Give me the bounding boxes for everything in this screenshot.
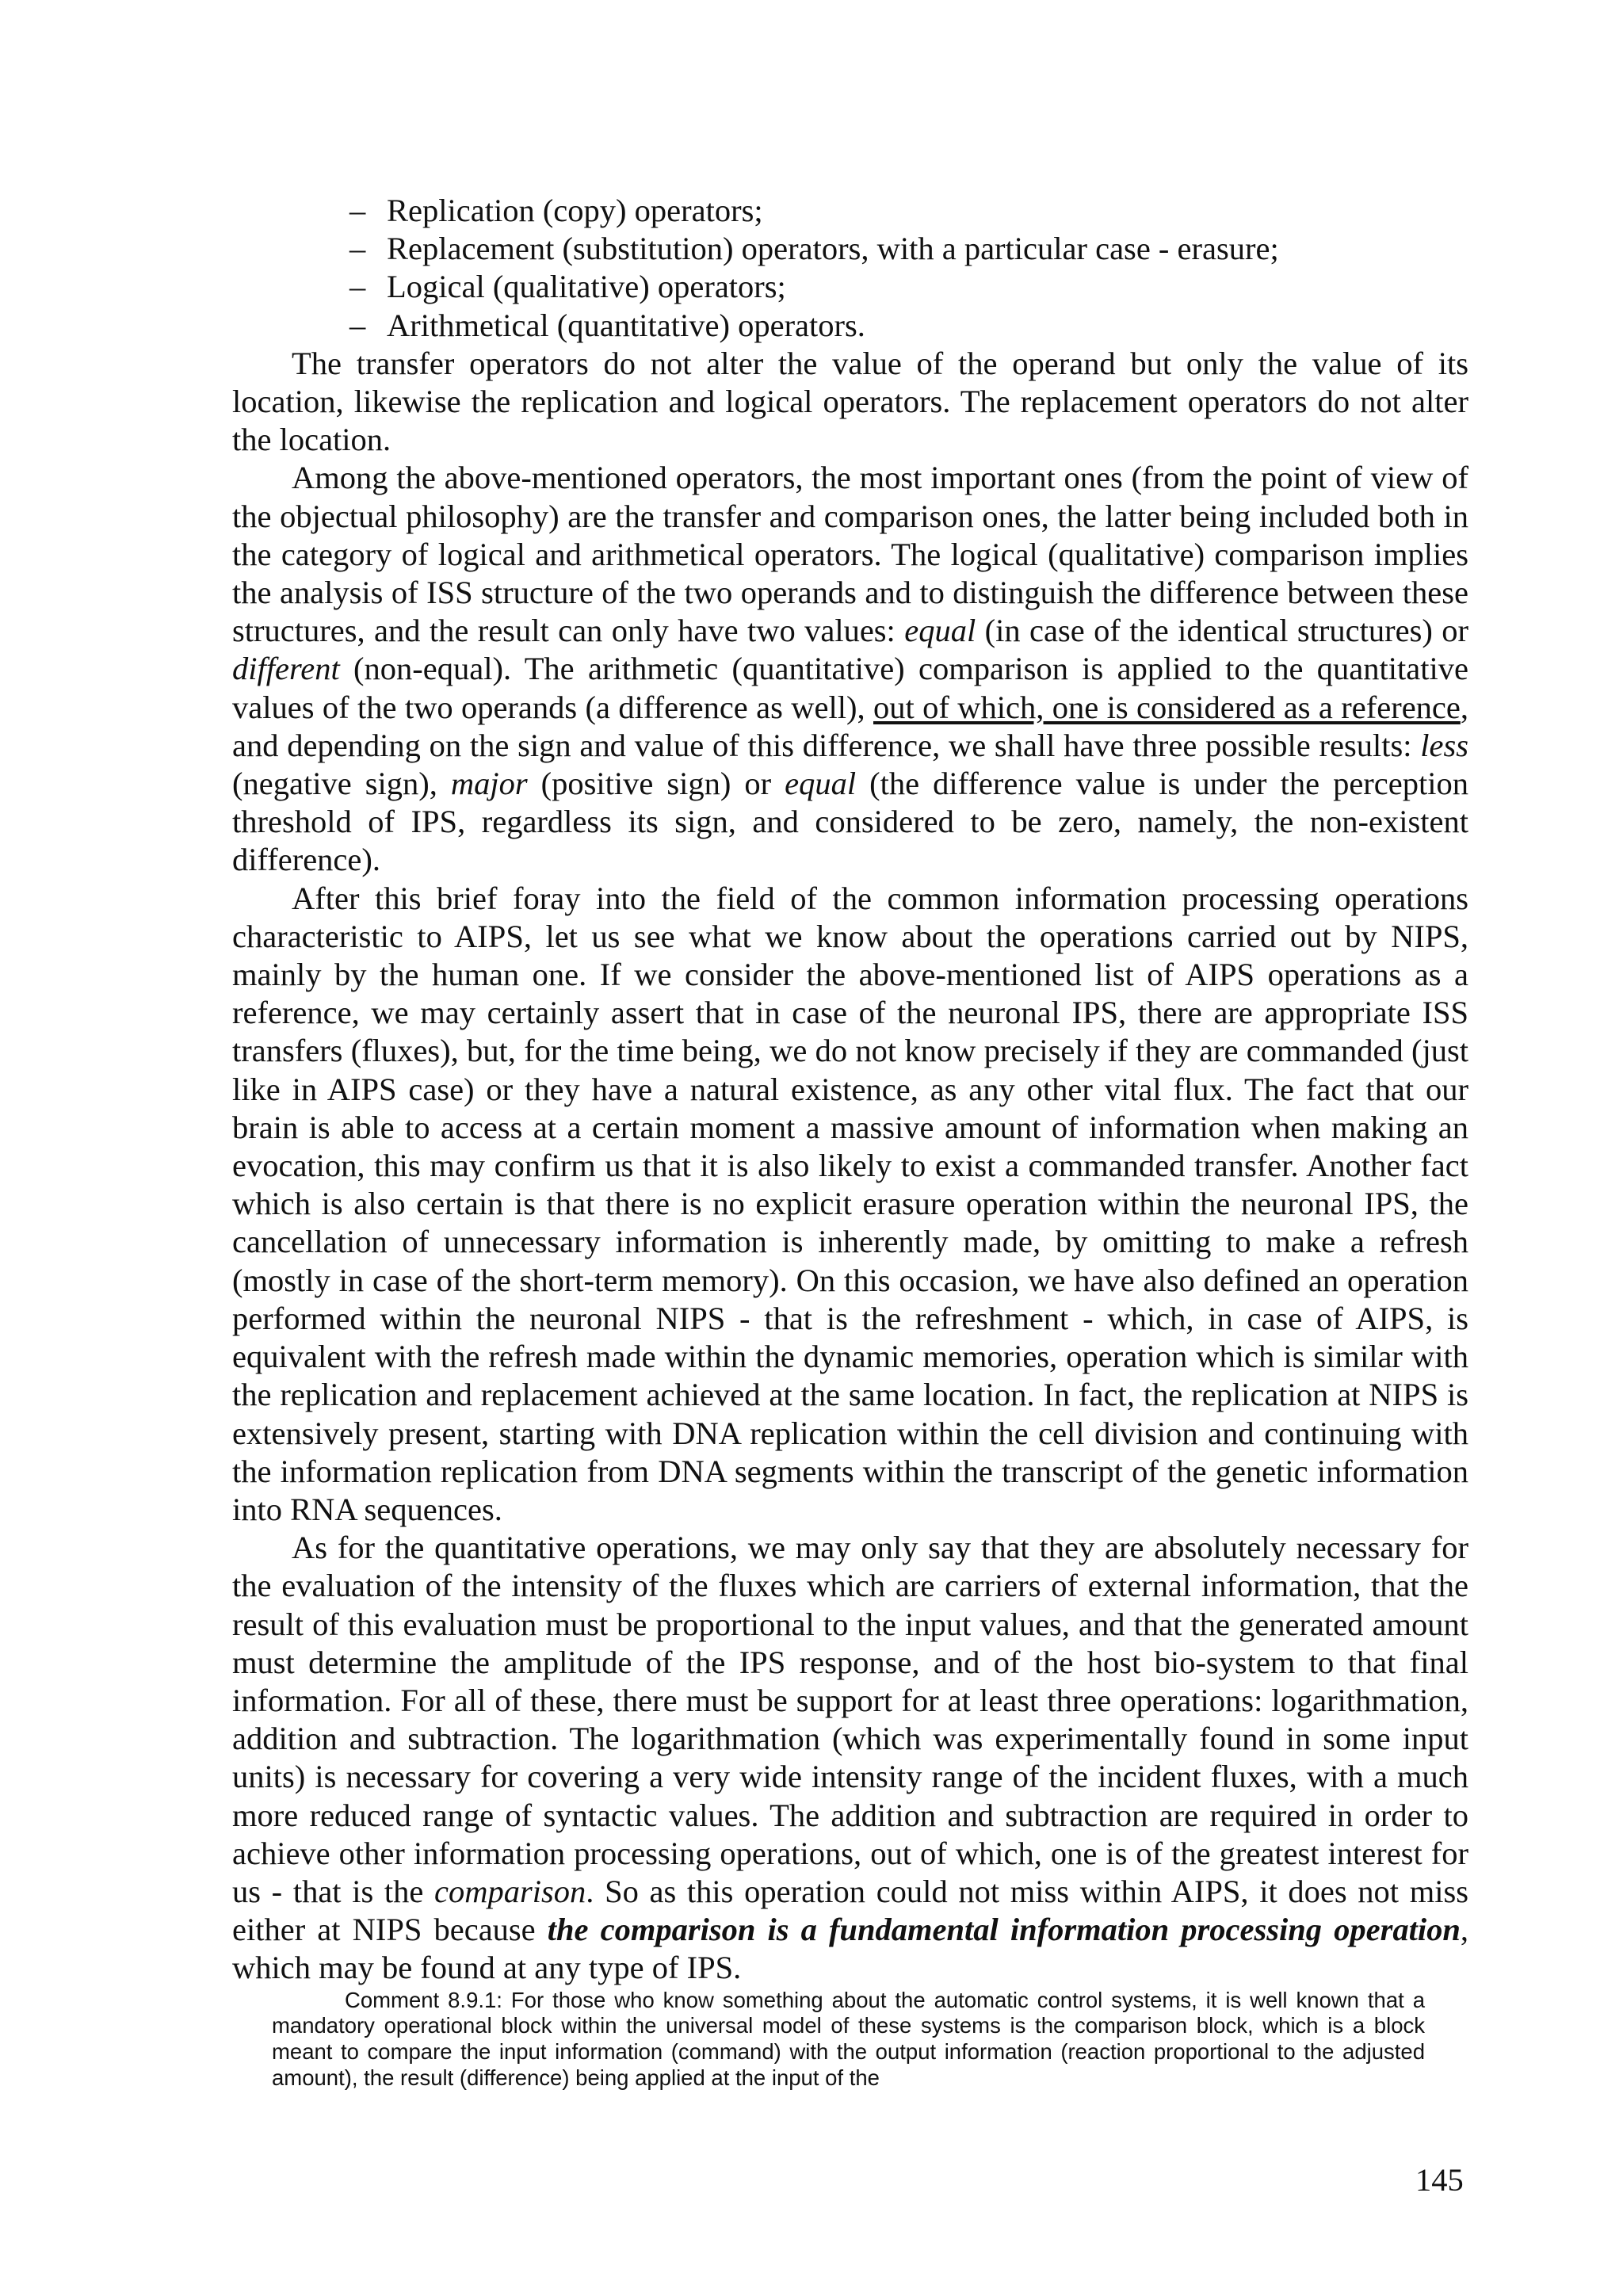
comment-8-9-1: Comment 8.9.1: For those who know something about the automatic control systems, it is well known that a mandatory operational block within the universal model of these systems is the comparison block, which is a block meant to compare the input information (command) with the output information (reaction proportional to the adjusted amount), the result (difference) being applied at the input of the: [272, 1987, 1425, 2090]
text-run: (in case of the identical structures) or: [976, 613, 1468, 649]
paragraph-nips-operations: After this brief foray into the field of the common information processing operations characteristic to AIPS, let us see what we know about the operations carried out by NIPS, mainly by the human one. If we consider the above-mentioned list of AIPS operations as a reference, we may certainly assert that in case of the neuronal IPS, there are appropriate ISS transfers (fluxes), but, for the time being, we do not know precisely if they are commanded (just like in AIPS case) or they have a natural existence, as any other vital flux. The fact that our brain is able to access at a certain moment a massive amount of information when making an evocation, this may confirm us that it is also likely to exist a commanded transfer. Another fact which is also certain is that there is no explicit erasure operation within the neuronal IPS, the cancellation of unnecessary information is inherently made, by omitting to make a refresh (mostly in case of the short-term memory). On this occasion, we have also defined an operation performed within the neuronal NIPS - that is the refreshment - which, in case of AIPS, is equivalent with the refresh made within the dynamic memories, operation which is similar with the replication and replacement achieved at the same location. In fact, the replication at NIPS is extensively present, starting with DNA replication within the cell division and continuing with the information replication from DNA segments within the transcript of the genetic information into RNA sequences.: [232, 880, 1468, 1527]
text-run: , which may be found at any type of IPS.: [232, 1912, 1468, 1986]
text-run: As for the quantitative operations, we may only say that they are absolutely necessary for the evaluation of the intensity of the fluxes which are carriers of external information, that the result of this evaluation must be proportional to the input values, and that the generated amount must determine the amplitude of the IPS response, and of the host bio-system to that final information. For all of these, there must be support for at least three operations: logarithmation, addition and subtraction. The logarithmation (which was experimentally found in some input units) is necessary for covering a very wide intensity range of the incident fluxes, with a much more reduced range of syntactic values. The addition and subtraction are required in order to achieve other information processing operations, out of which, one is of the greatest interest for us - that is the: [232, 1530, 1468, 1909]
italic-term-equal: equal: [785, 766, 857, 802]
text-run: (non-equal). The arithmetic (quantitative) comparison is applied to the quantitative values of the two operands (a difference as well),: [232, 651, 1468, 725]
list-item: [232, 192, 1468, 230]
list-item: [232, 268, 1468, 306]
text-run: , and depending on the sign and value of this difference, we shall have three possible results:: [232, 689, 1468, 763]
list-item-text: Arithmetical (quantitative) operators.: [387, 307, 865, 343]
text-run: (negative sign),: [232, 766, 451, 802]
list-item: [232, 307, 1468, 345]
list-item-text: Logical (qualitative) operators;: [387, 269, 786, 305]
page-body: [232, 192, 1468, 2092]
list-item-text: Replication (copy) operators;: [387, 193, 763, 228]
italic-term-different: different: [232, 651, 340, 687]
dash-bullet: –: [349, 231, 366, 267]
italic-term-less: less: [1420, 727, 1468, 763]
text-run: (the difference value is under the perception threshold of IPS, regardless its sign, and considered to be zero, namely, the non-existent difference).: [232, 766, 1468, 878]
text-run: (positive sign) or: [527, 766, 785, 802]
italic-term-equal: equal: [904, 613, 976, 649]
paragraph-quantitative-operations: [232, 1529, 1468, 1987]
text-run: Among the above-mentioned operators, the most important ones (from the point of view of the objectual philosophy) are the transfer and comparison ones, the latter being included both in the category of logical and arithmetical operators. The logical (qualitative) comparison implies the analysis of ISS structure of the two operands and to distinguish the difference between these structures, and the result can only have two values:: [232, 460, 1468, 649]
list-item: [232, 230, 1468, 268]
list-item-text: Replacement (substitution) operators, with a particular case - erasure;: [387, 231, 1279, 267]
page-number: 145: [1415, 2162, 1464, 2198]
italic-term-major: major: [450, 766, 528, 802]
dash-bullet: –: [349, 269, 366, 305]
operator-list: [232, 192, 1468, 345]
bold-italic-emphasis: the comparison is a fundamental information processing operation: [547, 1912, 1461, 1948]
underlined-phrase: out of which, one is considered as a reference: [873, 689, 1461, 725]
paragraph-transfer-operators: The transfer operators do not alter the value of the operand but only the value of its location, likewise the replication and logical operators. The replacement operators do not alter the location.: [232, 345, 1468, 458]
text-run: . So as this operation could not miss within AIPS, it does not miss either at NIPS because: [232, 1873, 1468, 1948]
italic-term-comparison: comparison: [434, 1873, 586, 1909]
paragraph-comparison-operators: [232, 459, 1468, 879]
dash-bullet: –: [349, 193, 366, 228]
dash-bullet: –: [349, 307, 366, 343]
